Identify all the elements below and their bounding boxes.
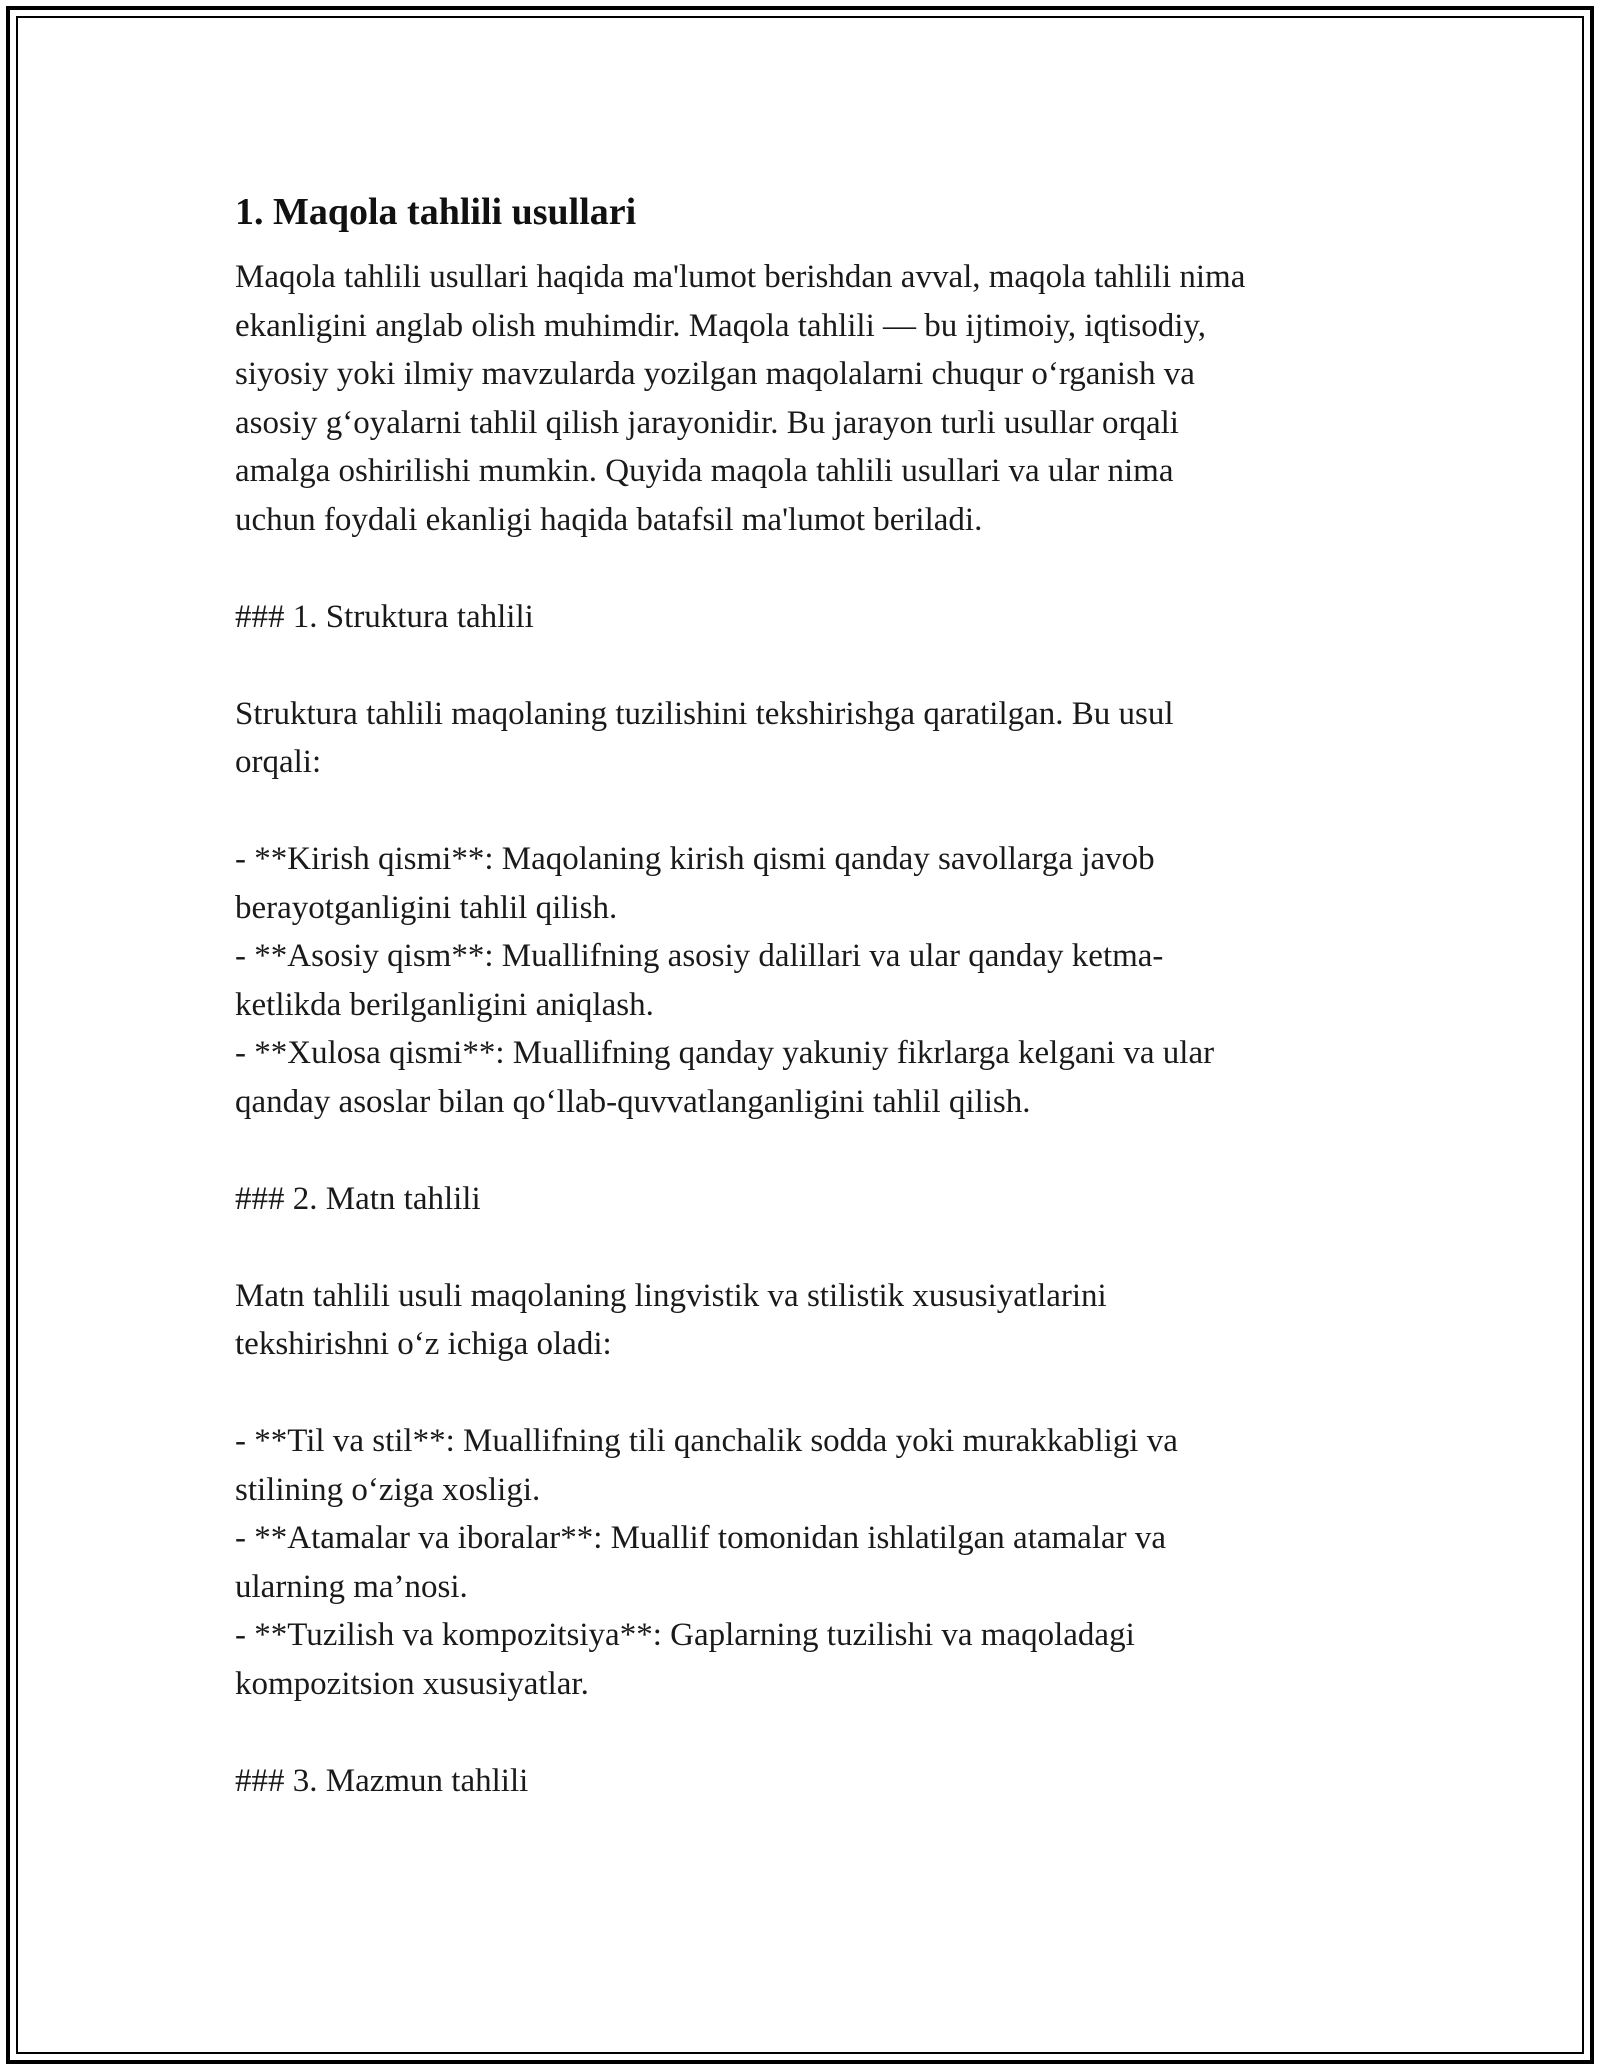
spacer bbox=[235, 1126, 1385, 1175]
text-intro-paragraph: Matn tahlili usuli maqolaning lingvistik va stilistik xususiyatlarini tekshirishni o‘z ichiga oladi: bbox=[235, 1277, 1107, 1362]
intro-paragraph: Maqola tahlili usullari haqida ma'lumot berishdan avval, maqola tahlili nima ekanligini anglab olish muhimdir. Maqola tahlili — bu ijtimoiy, iqtisodiy, siyosiy yoki ilmiy mavzularda yozilgan maqolalarni chuqur o‘rganish va asosiy g‘oyalarni tahlil qilish jarayonidir. Bu jarayon turli usullar orqali amalga oshirilishi mumkin. Quyida maqola tahlili usullari va ular nima uchun foydali ekanligi haqida batafsil ma'lumot beriladi. bbox=[235, 259, 1246, 538]
spacer bbox=[235, 238, 1385, 253]
spacer bbox=[235, 544, 1385, 593]
document-title: 1. Maqola tahlili usullari bbox=[235, 191, 637, 233]
section-heading-content: ### 3. Mazmun tahlili bbox=[235, 1762, 529, 1799]
document-body bbox=[235, 186, 1385, 1805]
spacer bbox=[235, 641, 1385, 690]
text-list: - **Til va stil**: Muallifning tili qanchalik sodda yoki murakkabligi va stilining o‘ziga xosligi. - **Atamalar va iboralar**: Muallif tomonidan ishlatilgan atamalar va ularning ma’nosi. - **Tuzilish va kompozitsiya**: Gaplarning tuzilishi va maqoladagi kompozitsion xususiyatlar. bbox=[235, 1423, 1178, 1702]
section-heading-structure: ### 1. Struktura tahlili bbox=[235, 598, 534, 635]
spacer bbox=[235, 1369, 1385, 1418]
spacer bbox=[235, 1223, 1385, 1272]
structure-list: - **Kirish qismi**: Maqolaning kirish qismi qanday savollarga javob berayotganligini tahlil qilish. - **Asosiy qism**: Muallifning asosiy dalillari va ular qanday ketma- ketlikda berilganligini aniqlash. - **Xulosa qismi**: Muallifning qanday yakuniy fikrlarga kelgani va ular qanday asoslar bilan qo‘llab-quvvatlanganligini tahlil qilish. bbox=[235, 841, 1215, 1120]
structure-intro-paragraph: Struktura tahlili maqolaning tuzilishini tekshirishga qaratilgan. Bu usul orqali: bbox=[235, 695, 1174, 780]
spacer bbox=[235, 787, 1385, 836]
section-heading-text: ### 2. Matn tahlili bbox=[235, 1180, 481, 1217]
spacer bbox=[235, 1708, 1385, 1757]
